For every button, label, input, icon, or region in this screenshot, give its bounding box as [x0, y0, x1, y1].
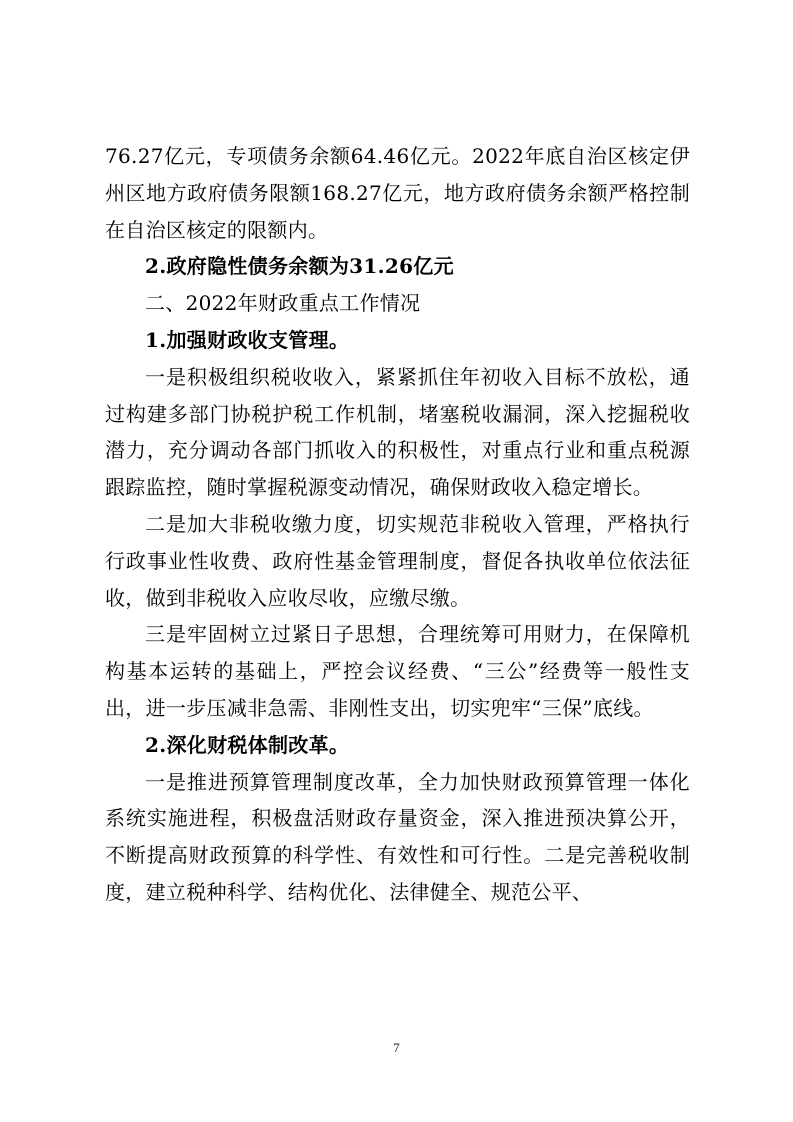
paragraph-debt-balance: 76.27亿元，专项债务余额64.46亿元。2022年底自治区核定伊州区地方政府债务限额168.27亿元，地方政府债务余额严格控制在自治区核定的限额内。 [105, 144, 690, 242]
page-number: 7 [393, 1040, 400, 1055]
paragraph-expenditure-control: 三是牢固树立过紧日子思想，合理统筹可用财力，在保障机构基本运转的基础上，严控会议经费、“三公”经费等一般性支出，进一步压减非急需、非刚性支出，切实兜牢“三保”底线。 [105, 622, 690, 720]
heading-hidden-debt: 2.政府隐性债务余额为31.26亿元 [145, 254, 454, 279]
paragraph-tax-revenue: 一是积极组织税收收入，紧紧抓住年初收入目标不放松，通过构建多部门协税护税工作机制，堵塞税收漏洞，深入挖掘税收潜力，充分调动各部门抓收入的积极性，对重点行业和重点税源跟踪监控，随时掌握税源变动情况，确保财政收入稳定增长。 [105, 364, 690, 500]
page-content [105, 138, 690, 911]
heading-revenue-management: 1.加强财政收支管理。 [145, 327, 350, 352]
paragraph-non-tax-revenue: 二是加大非税收缴力度，切实规范非税收入管理，严格执行行政事业性收费、政府性基金管理制度，督促各执收单位依法征收，做到非税收入应收尽收，应缴尽缴。 [105, 511, 690, 610]
heading-fiscal-reform: 2.深化财税体制改革。 [145, 732, 350, 757]
paragraph-budget-reform: 一是推进预算管理制度改革，全力加快财政预算管理一体化系统实施进程，积极盘活财政存量资金，深入推进预决算公开，不断提高财政预算的科学性、有效性和可行性。二是完善税收制度，建立税种科学、结构优化、法律健全、规范公平、 [105, 769, 690, 904]
section-heading-key-work: 二、2022年财政重点工作情况 [145, 291, 421, 316]
